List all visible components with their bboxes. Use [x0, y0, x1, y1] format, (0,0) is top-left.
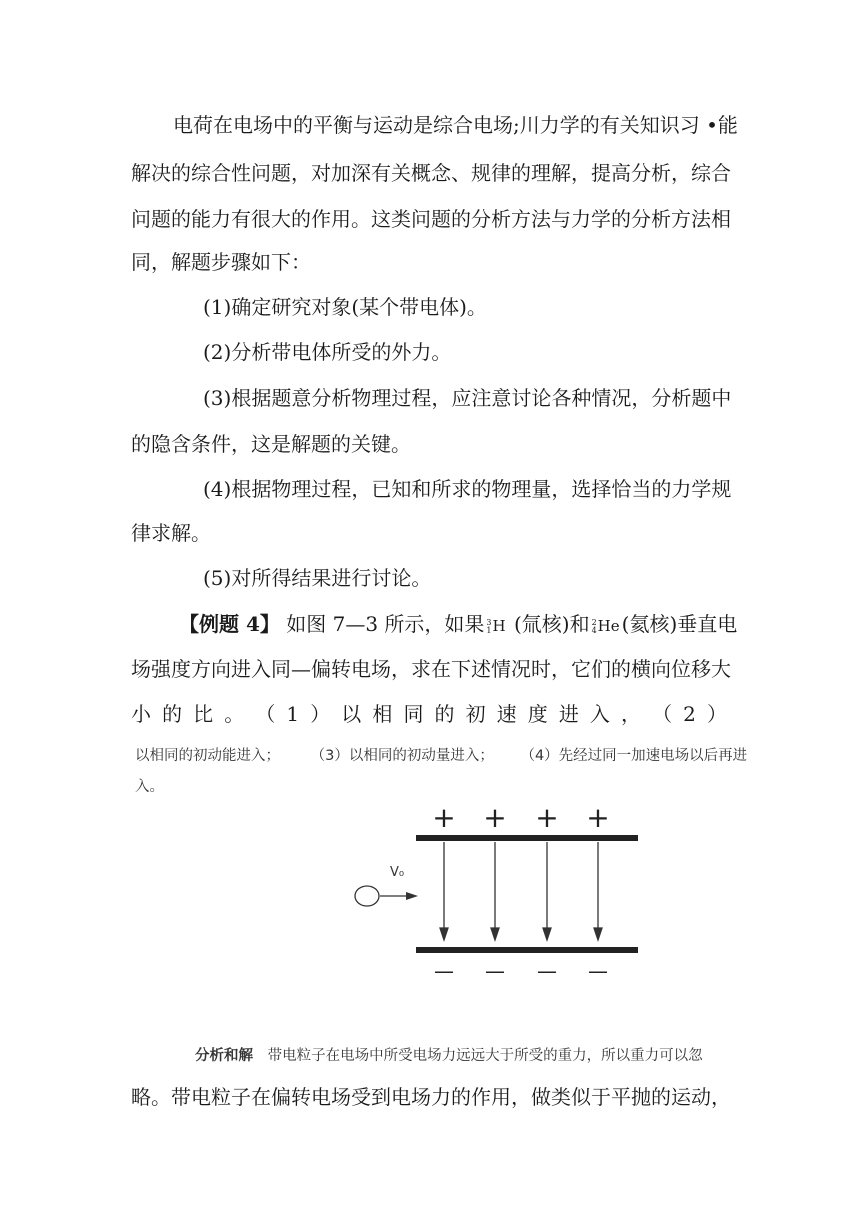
deflection-field-figure — [340, 800, 660, 990]
token: 相 — [372, 702, 393, 726]
example-line-2: 场强度方向进入同—偏转电场，求在下述情况时，它们的横向位移大 — [131, 657, 731, 681]
step-4-line-1: (4)根据物理过程，已知和所求的物理量，选择恰当的力学规 — [203, 477, 732, 501]
tritium-symbol — [486, 614, 505, 638]
example-line-1 — [179, 612, 737, 638]
token: （ — [255, 702, 276, 726]
intro-line-4: 同，解题步骤如下： — [131, 250, 311, 274]
field-lines — [440, 842, 602, 940]
minus-sign: — — [588, 959, 608, 983]
example-small-line-1 — [135, 746, 747, 766]
tritium-element: H — [492, 617, 506, 635]
intro-line-3: 问题的能力有很大的作用。这类问题的分析方法与力学的分析方法相 — [131, 207, 731, 231]
token: 度 — [527, 702, 548, 726]
tritium-mass-number: 3 — [486, 618, 492, 627]
token: 1 — [286, 702, 300, 726]
token: 。 — [224, 702, 245, 726]
minus-sign: — — [485, 959, 505, 983]
token: 2 — [683, 702, 696, 726]
analysis-small-text: 带电粒子在电场中所受电场力远远大于所受的重力，所以重力可以忽 — [267, 1048, 703, 1064]
small-part-b: （3）以相同的初动量进入； — [310, 748, 494, 764]
minus-sign: — — [434, 959, 454, 983]
top-plate — [416, 835, 638, 841]
plus-sign: + — [586, 801, 610, 834]
charged-particle — [355, 886, 379, 906]
step-3-line-2: 的隐含条件，这是解题的关键。 — [131, 432, 411, 456]
field-arrow-head — [543, 928, 551, 940]
analysis-label: 分析和解 — [195, 1048, 253, 1064]
example-text-a: 如图 7—3 所示，如果 — [286, 612, 485, 636]
plus-sign: + — [432, 801, 456, 834]
small-part-a: 以相同的初动能进入； — [135, 748, 280, 764]
small-part-c: （4）先经过同一加速电场以后再进 — [520, 748, 748, 764]
plus-sign: + — [483, 801, 507, 834]
token: 的 — [434, 702, 455, 726]
example-text-b: (氚核)和 — [513, 612, 590, 636]
token: 初 — [465, 702, 486, 726]
example-small-line-2: 入。 — [135, 779, 164, 795]
field-arrow-head — [491, 928, 499, 940]
token: 小 — [131, 702, 151, 726]
helium-atomic-number: 4 — [591, 626, 597, 635]
token: 以 — [341, 702, 362, 726]
token: （ — [652, 702, 673, 726]
token: 进 — [558, 702, 579, 726]
helium-element: He — [597, 617, 620, 635]
step-2: (2)分析带电体所受的外力。 — [203, 340, 452, 364]
token: ） — [310, 702, 331, 726]
bottom-plate — [416, 947, 638, 953]
token: 速 — [496, 702, 517, 726]
step-1: (1)确定研究对象(某个带电体)。 — [203, 295, 487, 319]
step-3-line-1: (3)根据题意分析物理过程，应注意讨论各种情况，分析题中 — [203, 386, 732, 410]
example-line-3 — [131, 702, 727, 726]
intro-line-1: 电荷在电场中的平衡与运动是综合电场;川力学的有关知识习 •能 — [173, 113, 738, 137]
step-5: (5)对所得结果进行讨论。 — [203, 566, 432, 590]
example-text-c: (氦核)垂直电 — [621, 612, 738, 636]
plus-sign: + — [535, 801, 559, 834]
analysis-line-1 — [195, 1046, 703, 1066]
step-4-line-2: 律求解。 — [131, 521, 211, 545]
token: ） — [706, 702, 727, 726]
token: 入 — [589, 702, 610, 726]
token: ， — [620, 702, 641, 726]
token: 比 — [193, 702, 214, 726]
token: 同 — [403, 702, 424, 726]
helium-symbol — [592, 614, 620, 638]
analysis-line-2: 略。带电粒子在偏转电场受到电场力的作用，做类似于平抛的运动， — [131, 1085, 731, 1109]
velocity-arrow-head — [406, 892, 418, 900]
intro-line-2: 解决的综合性问题，对加深有关概念、规律的理解，提高分析，综合 — [131, 161, 731, 185]
helium-mass-number: 2 — [591, 618, 597, 627]
velocity-label: V₀ — [390, 865, 405, 880]
tritium-atomic-number: 1 — [486, 626, 492, 635]
field-arrow-head — [440, 928, 448, 940]
field-arrow-head — [594, 928, 602, 940]
token: 的 — [162, 702, 183, 726]
example-label: 【例题 4】 — [179, 612, 280, 636]
minus-sign: — — [537, 959, 557, 983]
